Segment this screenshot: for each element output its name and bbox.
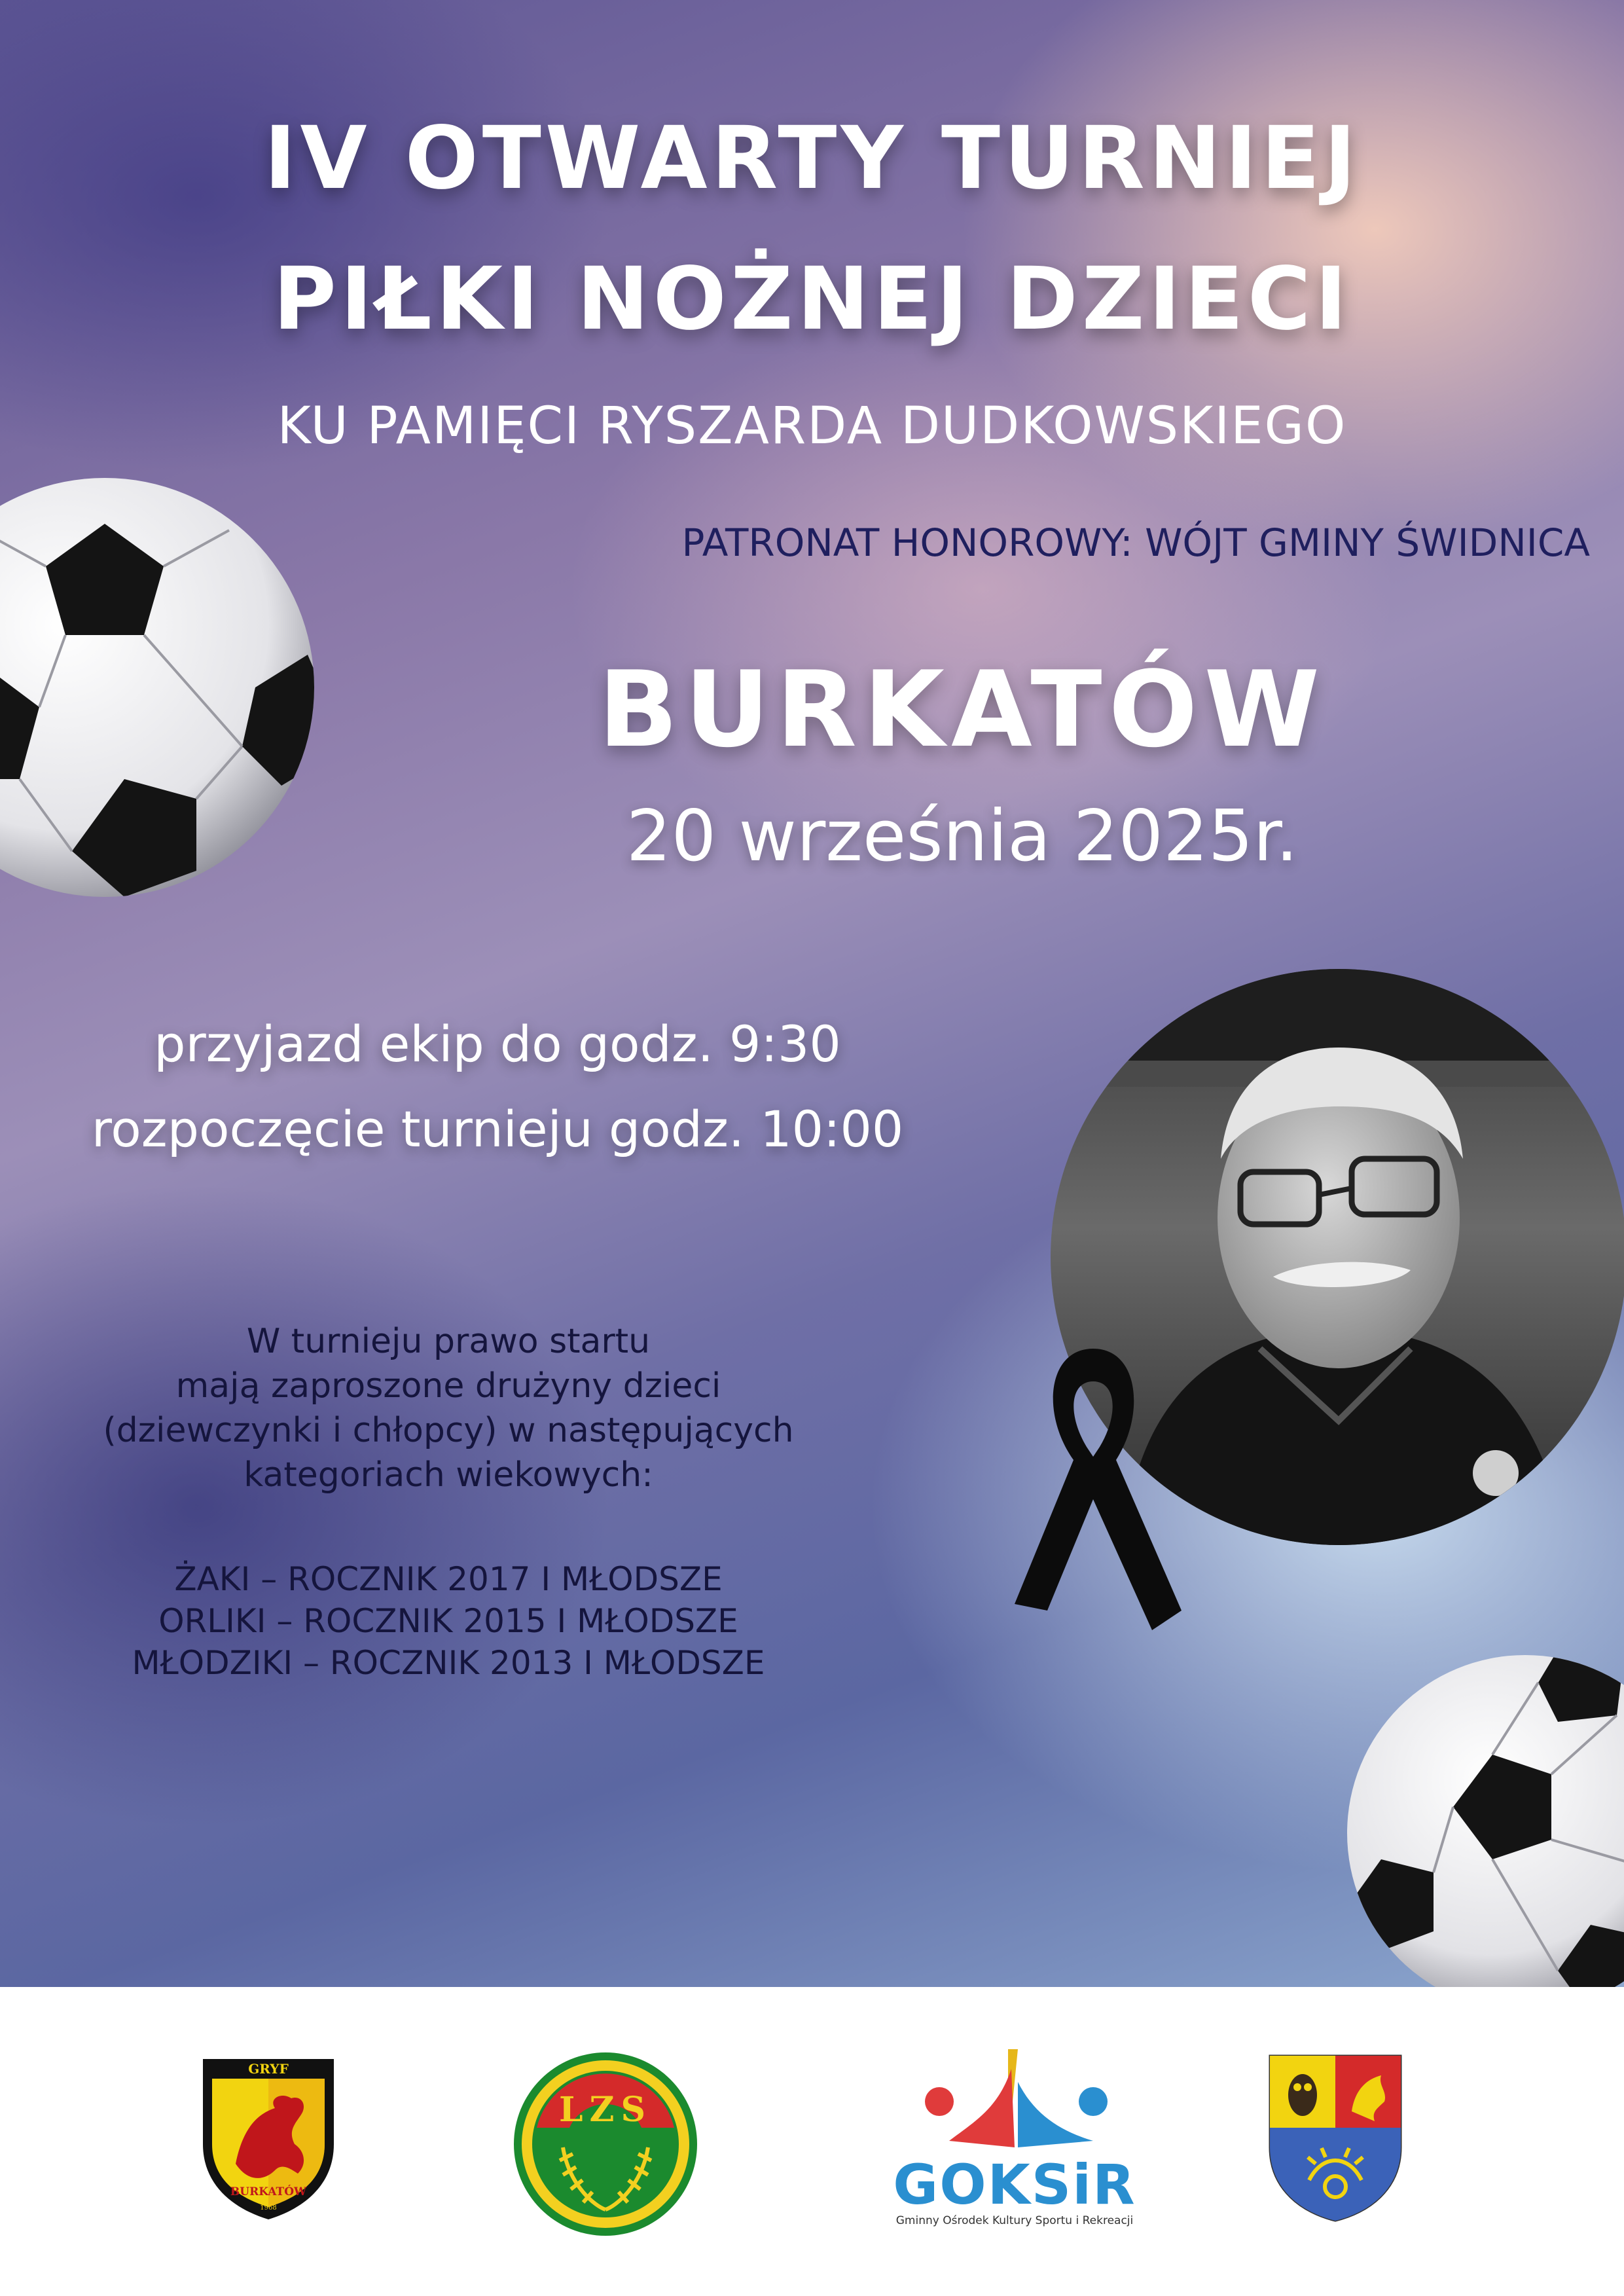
event-place: BURKATÓW — [598, 648, 1327, 771]
title-line-1: IV OTWARTY TURNIEJ — [264, 108, 1360, 209]
goksir-logo — [877, 2043, 1152, 2239]
gryf-crest-year: 1968 — [260, 2204, 277, 2212]
gryf-crest-town: BURKATÓW — [230, 2185, 307, 2198]
goksir-mark-icon — [877, 2043, 1152, 2154]
goksir-name: GOKSiR — [893, 2153, 1136, 2217]
info-line: kategoriach wiekowych: — [244, 1455, 653, 1495]
title-line-2: PIŁKI NOŻNEJ DZIECI — [273, 249, 1351, 350]
age-category: ORLIKI – ROCZNIK 2015 I MŁODSZE — [158, 1602, 738, 1640]
schedule-arrival: przyjazd ekip do godz. 9:30 — [154, 1015, 841, 1073]
honorary-patronage: PATRONAT HONOROWY: WÓJT GMINY ŚWIDNICA — [681, 520, 1590, 565]
lzs-emblem-text: LZS — [558, 2090, 653, 2130]
gryf-crest-text: GRYF — [248, 2061, 289, 2077]
info-line: mają zaproszone drużyny dzieci — [175, 1366, 721, 1406]
info-line: (dziewczynki i chłopcy) w następujących — [103, 1411, 794, 1450]
goksir-full-name: Gminny Ośrodek Kultury Sportu i Rekreacji — [895, 2214, 1134, 2227]
schedule-start: rozpoczęcie turnieju godz. 10:00 — [91, 1100, 904, 1158]
gryf-burkatow-crest-icon — [196, 2052, 340, 2223]
soccer-ball-icon — [1342, 1650, 1624, 1987]
soccer-ball-icon — [0, 471, 321, 903]
event-date: 20 września 2025r. — [626, 795, 1299, 877]
age-category: MŁODZIKI – ROCZNIK 2013 I MŁODSZE — [132, 1644, 765, 1682]
mourning-ribbon-icon — [1001, 1336, 1185, 1637]
coat-of-arms-icon — [1263, 2049, 1407, 2226]
subtitle: KU PAMIĘCI RYSZARDA DUDKOWSKIEGO — [277, 397, 1347, 456]
age-category: ŻAKI – ROCZNIK 2017 I MŁODSZE — [174, 1560, 723, 1598]
lzs-emblem-icon — [511, 2049, 700, 2239]
info-line: W turnieju prawo startu — [246, 1322, 651, 1361]
